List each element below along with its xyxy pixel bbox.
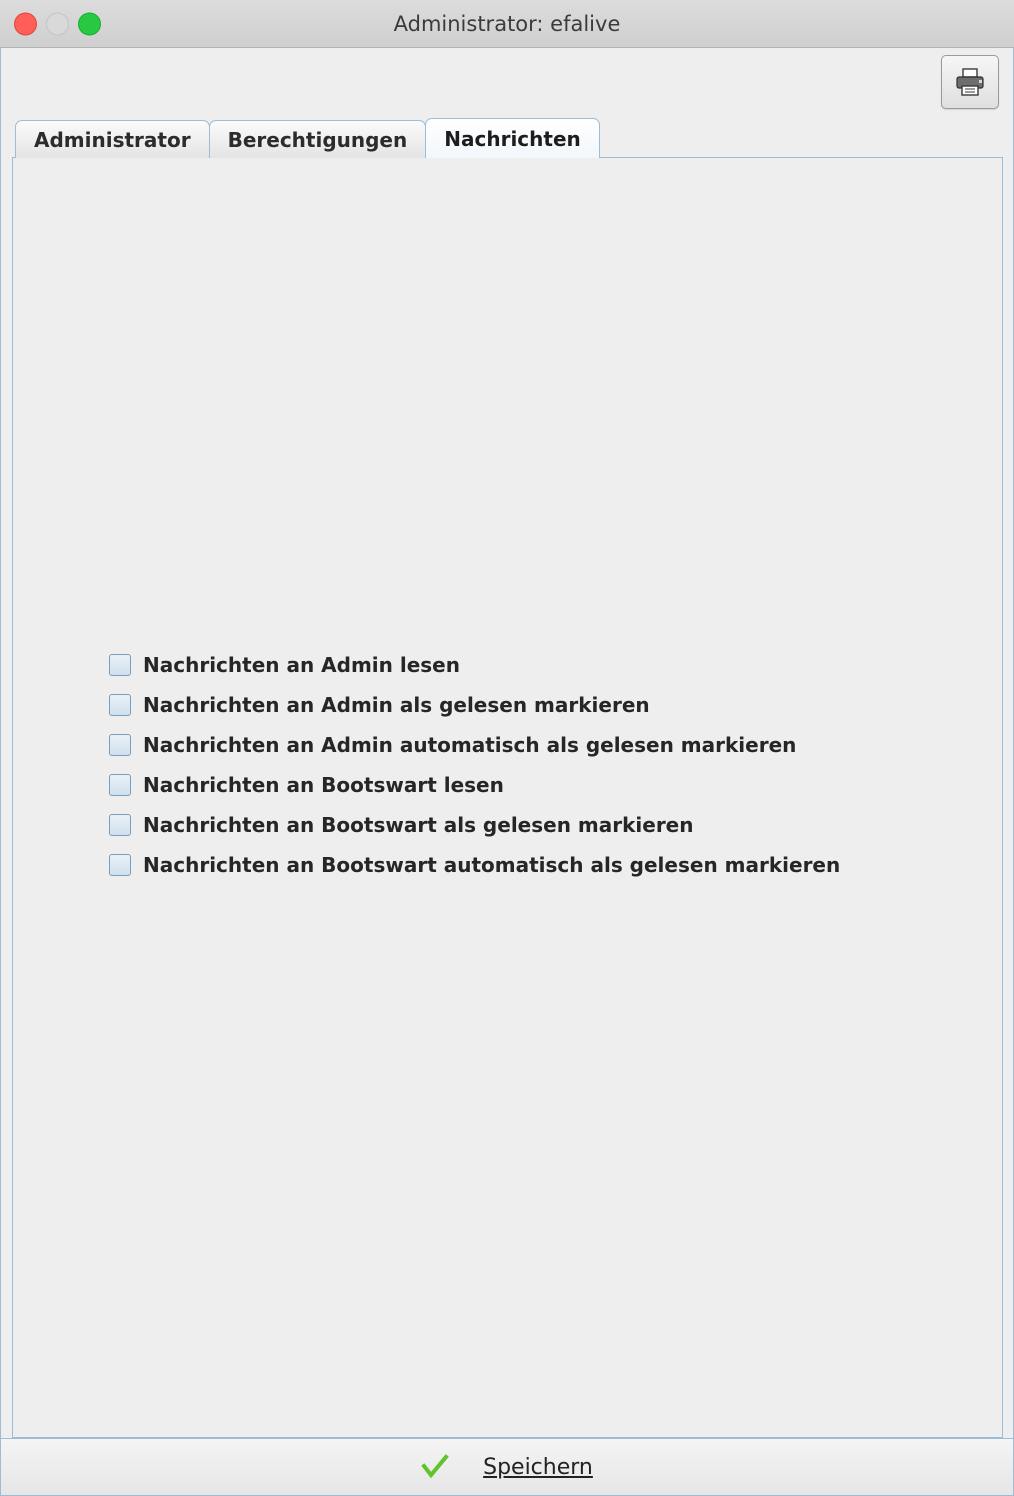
toolbar [1, 48, 1013, 116]
minimize-button[interactable] [46, 12, 69, 35]
checkbox-bootswart-als-gelesen[interactable] [109, 814, 131, 836]
tab-panel-nachrichten [12, 157, 1003, 1438]
tab-berechtigungen[interactable] [209, 120, 427, 158]
checkbox-admin-automatisch[interactable] [109, 734, 131, 756]
maximize-button[interactable] [78, 12, 101, 35]
title-bar [0, 0, 1014, 48]
print-button[interactable] [941, 55, 999, 109]
checkbox-label: Nachrichten an Bootswart automatisch als gelesen markieren [143, 853, 841, 877]
checkbox-row-admin-automatisch[interactable] [109, 733, 840, 757]
checkbox-row-bootswart-automatisch[interactable] [109, 853, 840, 877]
checkbox-bootswart-lesen[interactable] [109, 774, 131, 796]
window-body [0, 48, 1014, 1438]
window-controls [14, 12, 101, 35]
checkbox-label: Nachrichten an Admin lesen [143, 653, 460, 677]
checkbox-row-admin-lesen[interactable] [109, 653, 840, 677]
checkbox-label: Nachrichten an Bootswart als gelesen markieren [143, 813, 694, 837]
save-button[interactable] [0, 1438, 1014, 1496]
tab-nachrichten-label: Nachrichten [444, 126, 581, 151]
save-button-label: Speichern [483, 1454, 593, 1480]
checkbox-row-bootswart-als-gelesen[interactable] [109, 813, 840, 837]
checkbox-row-admin-als-gelesen[interactable] [109, 693, 840, 717]
tab-nachrichten[interactable] [425, 118, 600, 158]
checkbox-admin-als-gelesen[interactable] [109, 694, 131, 716]
checkmark-icon [421, 1454, 449, 1480]
checkbox-label: Nachrichten an Bootswart lesen [143, 773, 504, 797]
tab-strip [1, 116, 1013, 158]
tab-administrator-label: Administrator [34, 127, 191, 152]
printer-icon [954, 67, 986, 97]
checkbox-row-bootswart-lesen[interactable] [109, 773, 840, 797]
close-button[interactable] [14, 12, 37, 35]
checkbox-label: Nachrichten an Admin als gelesen markieren [143, 693, 650, 717]
window-title: Administrator: efalive [393, 11, 621, 36]
checkbox-label: Nachrichten an Admin automatisch als gelesen markieren [143, 733, 797, 757]
checkbox-bootswart-automatisch[interactable] [109, 854, 131, 876]
tab-administrator[interactable] [15, 120, 210, 158]
tab-berechtigungen-label: Berechtigungen [227, 127, 408, 152]
message-permissions-list [109, 653, 840, 877]
checkbox-admin-lesen[interactable] [109, 654, 131, 676]
